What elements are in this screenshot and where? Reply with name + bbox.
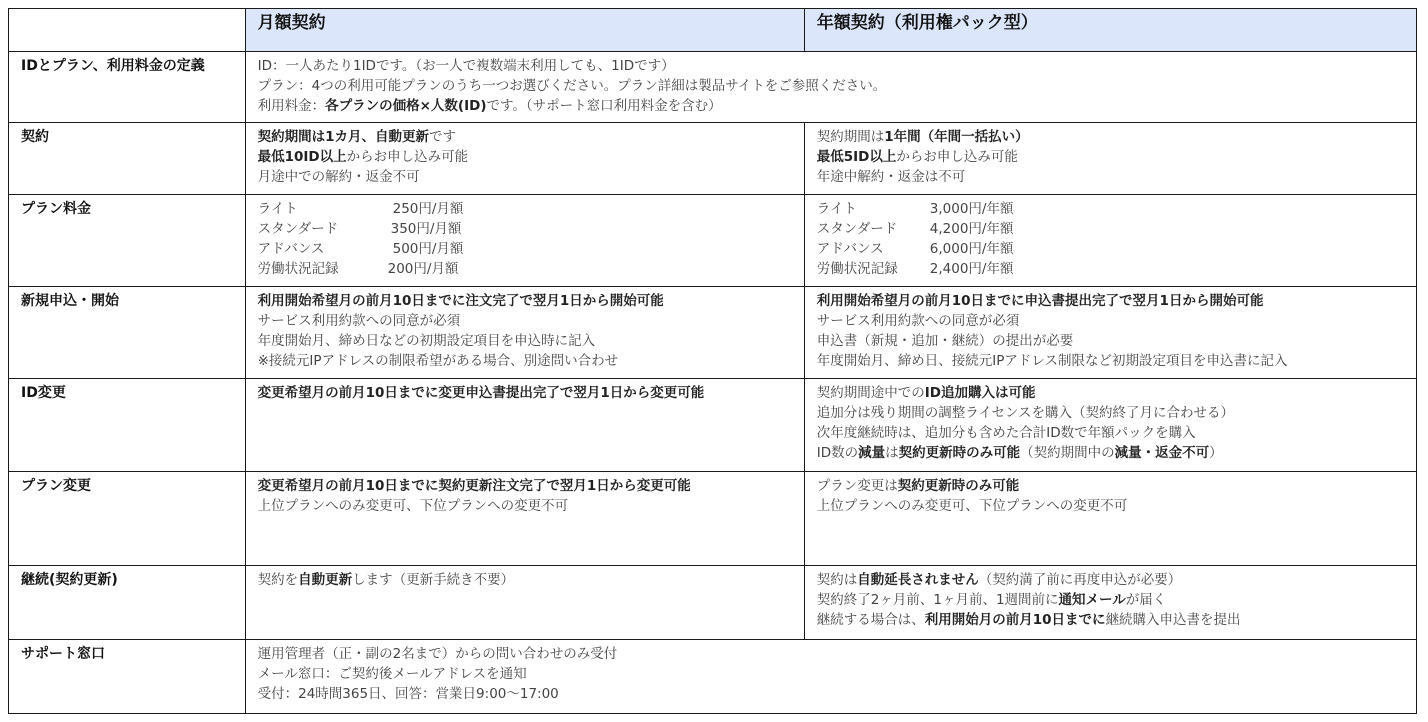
plan-name: ライト [816,200,857,217]
contract-monthly-term-bold: 契約期間は1カ月、自動更新 [257,128,430,145]
row-renewal [9,566,1417,640]
renewal-continue-pre: 継続する場合は、 [816,612,925,629]
plan-price: 200円/月額 [387,260,459,277]
id-change-monthly-line-1 [258,383,794,403]
plan-change-annual-cell [804,471,1416,565]
id-add-bold: ID追加購入は可能 [924,385,1036,402]
renewal-annual-cell [804,566,1416,640]
renewal-monthly-post: します（更新手続き不要） [352,572,515,589]
contract-monthly-minimum [258,147,794,167]
plan-change-annual-line-2: 上位プランへのみ変更可、下位プランへの変更不可 [816,497,1128,514]
plan-name: ライト [257,200,298,217]
id-add-pre: 契約期間途中での [816,385,925,402]
row-label-support: サポート窓口 [9,640,246,714]
support-line-3: 受付：24時間365日、回答：営業日9:00〜17:00 [257,686,559,703]
price-row [258,219,794,239]
new-annual-line-2: サービス利用約款への同意が必須 [816,313,1020,330]
plan-price: 500円/月額 [392,240,464,257]
contract-annual-term-pre: 契約期間は [816,128,885,145]
new-application-monthly-cell [245,287,804,379]
plan-change-monthly-cell [245,471,804,565]
support-cell [245,640,1416,714]
id-reduce-mid: は [885,445,899,462]
price-row [258,199,794,219]
support-line-2: メール窓口：ご契約後メールアドレスを通知 [257,666,527,683]
renewal-monthly-pre: 契約を [257,572,299,589]
pricing-annual-cell [804,194,1416,286]
id-change-annual-line-4 [817,443,1406,463]
plan-change-monthly-line-1 [258,476,794,496]
contract-annual-term [817,127,1406,147]
header-annual: 年額契約（利用権パック型） [804,9,1416,52]
plan-price: 2,400円/年額 [929,260,1014,277]
definition-fee-line [258,96,1406,116]
contract-annual-min-post: からお申し込み可能 [896,148,1018,165]
contract-comparison-table [8,8,1417,714]
plan-change-monthly-deadline: 変更希望月の前月10日までに契約更新注文完了で翌月1日から変更可能 [257,477,691,494]
renewal-annual-pre: 契約は [816,572,858,589]
new-annual-deadline: 利用開始希望月の前月10日までに申込書提出完了で翌月1日から開始可能 [816,293,1264,310]
plan-price: 350円/月額 [390,220,462,237]
contract-annual-term-bold: 1年間（年間一括払い） [884,128,1029,145]
renewal-notice-bold: 通知メール [1058,592,1126,609]
row-label-plan-change: プラン変更 [9,471,246,565]
renewal-monthly-line-1 [258,570,794,590]
header-empty-cell [9,9,246,52]
renewal-monthly-cell [245,566,804,640]
plan-price: 6,000円/年額 [929,240,1014,257]
plan-name: アドバンス [257,240,325,257]
id-change-monthly-deadline: 変更希望月の前月10日までに変更申込書提出完了で翌月1日から変更可能 [257,385,705,402]
definition-id-line: ID：一人あたり1IDです。（お一人で複数端末利用しても、1IDです） [257,58,675,74]
contract-annual-cell [804,122,1416,194]
renewal-notice-post: が届く [1125,592,1167,609]
plan-change-monthly-line-2: 上位プランへのみ変更可、下位プランへの変更不可 [257,497,569,514]
renewal-continue-bold: 利用開始月の前月10日までに [924,612,1106,629]
price-row [258,259,794,279]
row-support [9,640,1417,714]
support-line-1: 運用管理者（正・副の2名まで）からの問い合わせのみ受付 [257,646,618,663]
plan-price: 4,200円/年額 [929,220,1014,237]
definition-cell [245,52,1416,123]
plan-name: アドバンス [816,240,884,257]
plan-change-annual-bold: 契約更新時のみ可能 [897,477,1020,494]
contract-annual-cancel: 年途中解約・返金は不可 [816,168,966,185]
id-change-annual-line-3: 次年度継続時は、追加分も含めた合計ID数で年額パックを購入 [816,425,1196,442]
id-change-annual-cell [804,379,1416,471]
new-annual-line-3: 申込書（新規・追加・継続）の提出が必要 [816,333,1074,350]
contract-annual-minimum [817,147,1406,167]
new-application-annual-cell [804,287,1416,379]
id-reduce-mid2: （契約期間中の [1020,445,1115,462]
header-monthly: 月額契約 [245,9,804,52]
plan-name: 労働状況記録 [816,260,898,277]
row-label-pricing: プラン料金 [9,194,246,286]
new-monthly-deadline: 利用開始希望月の前月10日までに注文完了で翌月1日から開始可能 [257,293,664,310]
price-row [817,199,1406,219]
id-reduce-bold3: 減量・返金不可 [1114,445,1210,462]
row-label-definition: IDとプラン、利用料金の定義 [9,52,246,123]
plan-name: スタンダード [257,220,339,237]
contract-monthly-cancel: 月途中での解約・返金不可 [257,168,420,185]
price-row [817,239,1406,259]
fee-prefix: 利用料金： [257,98,326,114]
contract-monthly-min-bold: 最低10ID以上 [257,148,347,165]
plan-name: スタンダード [816,220,898,237]
header-row [9,9,1417,52]
new-monthly-line-2: サービス利用約款への同意が必須 [257,313,461,330]
definition-plan-line: プラン：4つの利用可能プランのうち一つお選びください。プラン詳細は製品サイトをご参照ください。 [257,78,887,94]
renewal-notice-pre: 契約終了2ヶ月前、1ヶ月前、1週間前に [816,592,1059,609]
row-plan-change [9,471,1417,565]
price-row [258,239,794,259]
id-reduce-post: ） [1209,445,1223,462]
plan-price: 250円/月額 [392,200,464,217]
contract-monthly-cell [245,122,804,194]
row-definition [9,52,1417,123]
id-reduce-pre: ID数の [816,445,859,462]
row-new-application [9,287,1417,379]
renewal-annual-bold: 自動延長されません [857,572,979,589]
new-annual-line-4: 年度開始月、締め日、接続元IPアドレス制限など初期設定項目を申込書に記入 [816,353,1288,370]
new-monthly-line-4: ※接続元IPアドレスの制限希望がある場合、別途問い合わせ [257,353,619,370]
contract-monthly-min-post: からお申し込み可能 [346,148,469,165]
row-label-new-application: 新規申込・開始 [9,287,246,379]
id-reduce-bold2: 契約更新時のみ可能 [898,445,1021,462]
renewal-annual-line-2 [817,590,1406,610]
contract-monthly-term-post: です [429,128,457,145]
fee-formula: 各プランの価格×人数(ID) [325,98,487,114]
plan-price: 3,000円/年額 [929,200,1014,217]
id-change-monthly-cell [245,379,804,471]
new-monthly-line-3: 年度開始月、締め日などの初期設定項目を申込時に記入 [257,333,596,350]
id-change-annual-line-1 [817,383,1406,403]
renewal-annual-line-3 [817,610,1406,630]
row-label-contract: 契約 [9,122,246,194]
new-monthly-line-1 [258,291,794,311]
row-label-renewal: 継続(契約更新) [9,566,246,640]
new-annual-line-1 [817,291,1406,311]
renewal-annual-post: （契約満了前に再度申込が必要） [978,572,1182,589]
row-id-change [9,379,1417,471]
pricing-monthly-cell [245,194,804,286]
plan-change-annual-line-1 [817,476,1406,496]
renewal-annual-line-1 [817,570,1406,590]
contract-annual-min-bold: 最低5ID以上 [816,148,897,165]
contract-monthly-term [258,127,794,147]
price-row [817,259,1406,279]
plan-change-annual-pre: プラン変更は [816,477,898,494]
fee-suffix: です。（サポート窓口利用料金を含む） [486,98,722,114]
row-contract [9,122,1417,194]
price-row [817,219,1406,239]
id-change-annual-line-2: 追加分は残り期間の調整ライセンスを購入（契約終了月に合わせる） [816,405,1235,422]
renewal-continue-post: 継続購入申込書を提出 [1105,612,1241,629]
id-reduce-bold1: 減量 [858,445,886,462]
renewal-monthly-bold: 自動更新 [298,572,353,589]
row-pricing [9,194,1417,286]
row-label-id-change: ID変更 [9,379,246,471]
plan-name: 労働状況記録 [257,260,339,277]
